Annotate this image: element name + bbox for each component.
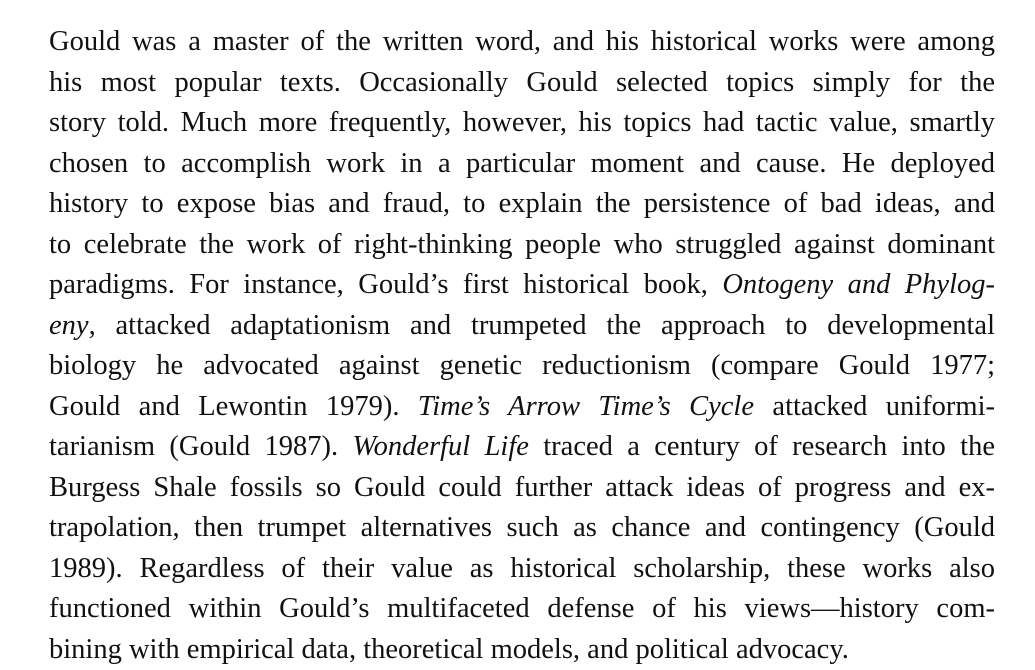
text-line <box>49 306 995 347</box>
text-segment: story told. Much more frequently, however, his topics had tactic value, smartly <box>49 107 995 138</box>
text-segment: attacked uniformi- <box>754 390 995 422</box>
text-segment: 1989). Regardless of their value as historical scholarship, these works also <box>49 552 995 584</box>
italic-title-text: Time’s Arrow Time’s Cycle <box>417 390 754 422</box>
text-segment: , attacked adaptationism and trumpeted the approach to developmental <box>88 309 995 341</box>
text-segment: to celebrate the work of right-thinking people who struggled against dominant <box>49 228 995 260</box>
text-line <box>49 549 995 590</box>
text-segment: his most popular texts. Occasionally Gould selected topics simply for the <box>49 66 995 98</box>
text-line <box>49 589 995 630</box>
text-line <box>49 144 995 185</box>
text-segment: bining with empirical data, theoretical models, and political advocacy. <box>49 633 849 665</box>
text-line <box>49 22 995 63</box>
text-line <box>49 103 995 144</box>
text-segment: paradigms. For instance, Gould’s first historical book, <box>49 269 723 300</box>
italic-title-text: Ontogeny and Phylog- <box>722 269 995 300</box>
text-segment: Gould and Lewontin 1979). <box>49 390 418 422</box>
text-line <box>49 387 995 428</box>
text-line <box>49 63 995 104</box>
text-line <box>49 265 995 306</box>
document-page <box>49 22 995 670</box>
text-segment: traced a century of research into the <box>528 431 995 462</box>
text-segment: tarianism (Gould 1987). <box>49 431 353 462</box>
text-line <box>49 427 995 468</box>
italic-title-text: eny <box>49 309 89 341</box>
body-paragraph <box>49 22 995 670</box>
text-segment: biology he advocated against genetic reductionism (compare Gould 1977; <box>49 350 995 381</box>
italic-title-text: Wonderful Life <box>352 431 529 462</box>
text-line <box>49 468 995 509</box>
text-line <box>49 508 995 549</box>
text-line <box>49 630 995 670</box>
text-line <box>49 225 995 266</box>
text-segment: history to expose bias and fraud, to explain the persistence of bad ideas, and <box>49 188 995 219</box>
text-line <box>49 184 995 225</box>
text-segment: Gould was a master of the written word, and his historical works were among <box>49 26 995 57</box>
text-segment: Burgess Shale fossils so Gould could further attack ideas of progress and ex- <box>49 471 995 503</box>
text-segment: functioned within Gould’s multifaceted defense of his views—history com- <box>49 593 995 624</box>
text-segment: chosen to accomplish work in a particular moment and cause. He deployed <box>49 147 995 179</box>
text-segment: trapolation, then trumpet alternatives such as chance and contingency (Gould <box>49 512 995 543</box>
text-line <box>49 346 995 387</box>
